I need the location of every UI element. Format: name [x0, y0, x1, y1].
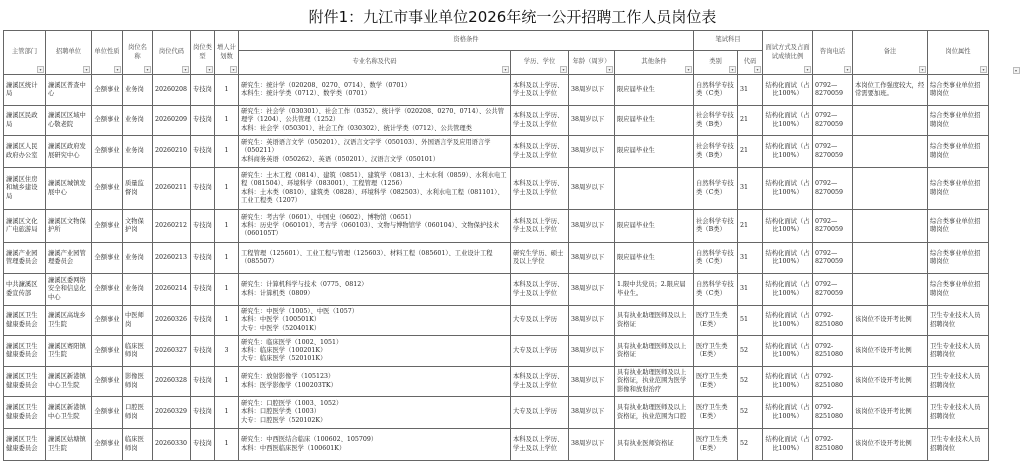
- cell-post-name: 质量监督岗: [123, 168, 153, 210]
- filter-dropdown[interactable]: ▾: [804, 66, 811, 73]
- table-row: [4, 75, 1021, 106]
- cell-phone: 0792—8270059: [813, 210, 853, 243]
- cell-remark: [853, 210, 928, 243]
- cell-remark: 该岗位不设开考比例: [853, 397, 928, 429]
- major-line: 研究生：统计学（020208、0270、0714）、数学（0701）: [241, 81, 411, 89]
- filter-dropdown[interactable]: ▾: [182, 66, 189, 73]
- empty-cell: [989, 136, 1021, 168]
- cell-exam-code: 51: [738, 306, 763, 336]
- table-row: [4, 243, 1021, 274]
- cell-other: 具有执业助理医师及以上资格证，执业范围为口腔: [615, 397, 694, 429]
- header-qualifications: 资格条件: [239, 31, 694, 51]
- cell-exam-code: 31: [738, 243, 763, 274]
- major-line: 研究生：放射影像学（105123）: [241, 373, 335, 381]
- cell-major: [239, 210, 511, 243]
- cell-post-name: 业务岗: [123, 274, 153, 306]
- filter-dropdown[interactable]: ▾: [83, 66, 90, 73]
- major-line: 本科：社会学（050301）、社会工作（030302）、统计学类（0712）、公共管理类: [241, 124, 472, 132]
- cell-education: 大专及以上学历: [511, 336, 569, 367]
- cell-unit: 濂溪区政府发展研究中心: [46, 136, 92, 168]
- header-exam-category: 类别 ▾: [694, 51, 738, 75]
- cell-major: [239, 106, 511, 136]
- cell-other: 限应届毕业生: [615, 243, 694, 274]
- cell-post-code: 20260213: [153, 243, 191, 274]
- cell-age: 38周岁以下: [569, 367, 615, 397]
- cell-phone: 0792-8251080: [813, 429, 853, 461]
- header-exam: 笔试科目: [694, 31, 763, 51]
- cell-phone: 0792-8251080: [813, 397, 853, 429]
- cell-nature: 全额事业: [92, 106, 123, 136]
- cell-exam-code: 21: [738, 136, 763, 168]
- cell-post-type: 专技岗: [191, 429, 215, 461]
- major-line: 研究生：土木工程（0814）、建筑（0851）、建筑学（0813）、土木水利（0859）、水利水电工程（081504）、环境科学（083001）、工程管理（1256）: [241, 172, 507, 188]
- cell-dept: 濂溪区卫生健康委员会: [4, 429, 46, 461]
- filter-dropdown[interactable]: ▾: [1013, 67, 1020, 74]
- cell-plan: 1: [215, 306, 239, 336]
- cell-plan: 1: [215, 429, 239, 461]
- cell-post-name: 业务岗: [123, 75, 153, 106]
- cell-other: 限应届毕业生: [615, 210, 694, 243]
- cell-post-type: 专技岗: [191, 210, 215, 243]
- cell-attribute: 卫生专业技术人员招聘岗位: [928, 336, 989, 367]
- cell-dept: 濂溪区住房和城乡建设局: [4, 168, 46, 210]
- cell-post-type: 专技岗: [191, 367, 215, 397]
- header-post-code: 岗位代码 ▾: [153, 31, 191, 75]
- cell-major: [239, 243, 511, 274]
- cell-dept: 濂溪区卫生健康委员会: [4, 367, 46, 397]
- table-row: [4, 106, 1021, 136]
- major-line: 本科商务英语（050262）、英语（050201）、汉语言文学（050101）: [241, 155, 440, 163]
- cell-phone: 0792—8270059: [813, 75, 853, 106]
- cell-dept: 濂溪产业园管理委员会: [4, 243, 46, 274]
- cell-post-name: 口腔医师岗: [123, 397, 153, 429]
- cell-exam-code: 21: [738, 106, 763, 136]
- table-row: [4, 168, 1021, 210]
- cell-attribute: 综合类事业单位招聘岗位: [928, 106, 989, 136]
- cell-post-code: 20260210: [153, 136, 191, 168]
- cell-age: 38周岁以下: [569, 429, 615, 461]
- cell-unit: 濂溪区高垅乡卫生院: [46, 306, 92, 336]
- cell-post-type: 专技岗: [191, 274, 215, 306]
- header-phone: 咨询电话 ▾: [813, 31, 853, 75]
- cell-plan: 1: [215, 274, 239, 306]
- cell-other: [615, 168, 694, 210]
- cell-post-type: 专技岗: [191, 106, 215, 136]
- cell-other: 限应届毕业生: [615, 106, 694, 136]
- cell-unit: 濂溪区城镇发展中心: [46, 168, 92, 210]
- cell-plan: 1: [215, 367, 239, 397]
- major-line: 本科：中医学（100501K）: [241, 316, 321, 324]
- cell-phone: 0792-8251080: [813, 367, 853, 397]
- filter-dropdown[interactable]: ▾: [560, 66, 567, 73]
- cell-dept: 中共濂溪区委宣传部: [4, 274, 46, 306]
- empty-cell: [989, 397, 1021, 429]
- cell-exam-category: 医疗卫生类（E类）: [694, 306, 738, 336]
- header-remark: 备注 ▾: [853, 31, 928, 75]
- cell-post-name: 中医师岗: [123, 306, 153, 336]
- cell-other: 具有执业助理医师及以上资格证，执业范围为医学影像和放射治疗: [615, 367, 694, 397]
- cell-phone: 0792-8251080: [813, 306, 853, 336]
- empty-cell: [989, 106, 1021, 136]
- cell-interview: 结构化面试（占比100%）: [763, 168, 813, 210]
- cell-nature: 全额事业: [92, 75, 123, 106]
- cell-interview: 结构化面试（占比100%）: [763, 106, 813, 136]
- cell-nature: 全额事业: [92, 429, 123, 461]
- cell-exam-category: 自然科学专技类（C类）: [694, 243, 738, 274]
- cell-education: 本科及以上学历、学士及以上学位: [511, 367, 569, 397]
- empty-cell: [989, 168, 1021, 210]
- header-other: 其他条件 ▾: [615, 51, 694, 75]
- cell-post-code: 20260211: [153, 168, 191, 210]
- cell-nature: 全额事业: [92, 367, 123, 397]
- cell-unit: 濂溪区区域中心敬老院: [46, 106, 92, 136]
- header-empty: [989, 31, 1021, 75]
- cell-nature: 全额事业: [92, 210, 123, 243]
- cell-unit: 濂溪区新港镇中心卫生院: [46, 367, 92, 397]
- cell-exam-category: 社会科学专技类（B类）: [694, 136, 738, 168]
- cell-age: 38周岁以下: [569, 274, 615, 306]
- cell-phone: 0792-8251080: [813, 336, 853, 367]
- cell-major: [239, 397, 511, 429]
- cell-interview: 结构化面试（占比100%）: [763, 136, 813, 168]
- cell-interview: 结构化面试（占比100%）: [763, 336, 813, 367]
- cell-plan: 1: [215, 210, 239, 243]
- cell-major: [239, 336, 511, 367]
- filter-dropdown[interactable]: ▾: [729, 66, 736, 73]
- cell-post-code: 20260327: [153, 336, 191, 367]
- cell-unit: 濂溪区委网络安全和信息化中心: [46, 274, 92, 306]
- cell-interview: 结构化面试（占比100%）: [763, 75, 813, 106]
- cell-major: [239, 168, 511, 210]
- major-line: 本科：口腔医学类（1003）: [241, 408, 320, 416]
- empty-cell: [989, 210, 1021, 243]
- filter-dropdown[interactable]: ▾: [37, 66, 44, 73]
- empty-cell: [989, 75, 1021, 106]
- cell-dept: 濂溪区统计局: [4, 75, 46, 106]
- major-line: 工程管理（125601）、工业工程与管理（125603）、材料工程（085601）、工业设计工程（085507）: [241, 249, 493, 265]
- cell-other: 限应届毕业生: [615, 136, 694, 168]
- filter-dropdown[interactable]: ▾: [685, 66, 692, 73]
- cell-exam-code: 52: [738, 397, 763, 429]
- cell-exam-category: 自然科学专技类（C类）: [694, 168, 738, 210]
- cell-plan: 1: [215, 75, 239, 106]
- cell-exam-category: 医疗卫生类（E类）: [694, 367, 738, 397]
- cell-exam-category: 社会科学专技类（B类）: [694, 106, 738, 136]
- cell-post-code: 20260330: [153, 429, 191, 461]
- filter-dropdown[interactable]: ▾: [980, 66, 987, 73]
- major-line: 本科：医学影像学（100203TK）: [241, 381, 337, 389]
- cell-phone: 0792—8270059: [813, 136, 853, 168]
- table-row: [4, 210, 1021, 243]
- cell-remark: 该岗位不设开考比例: [853, 429, 928, 461]
- cell-post-name: 临床医师岗: [123, 429, 153, 461]
- major-line: 研究生：社会学（030301）、社会工作（0352）、统计学（020208、0270、0714）、公共管理学（1204）、公共管理（1252）: [241, 108, 505, 124]
- table-row: [4, 136, 1021, 168]
- cell-unit: 濂溪产业园管理委员会: [46, 243, 92, 274]
- cell-interview: 结构化面试（占比100%）: [763, 367, 813, 397]
- filter-dropdown[interactable]: ▾: [114, 66, 121, 73]
- cell-unit: 濂溪区文物保护所: [46, 210, 92, 243]
- cell-major: [239, 306, 511, 336]
- header-dept: 主管部门 ▾: [4, 31, 46, 75]
- cell-other: 具有执业医师资格证: [615, 429, 694, 461]
- cell-attribute: 综合类事业单位招聘岗位: [928, 243, 989, 274]
- cell-post-code: 20260208: [153, 75, 191, 106]
- major-line: 本科：临床医学（100201K）: [241, 346, 327, 354]
- cell-education: 本科及以上学历、学士及以上学位: [511, 136, 569, 168]
- cell-remark: [853, 106, 928, 136]
- cell-age: 38周岁以下: [569, 397, 615, 429]
- cell-exam-category: 医疗卫生类（E类）: [694, 397, 738, 429]
- cell-exam-category: 社会科学专技类（B类）: [694, 210, 738, 243]
- cell-interview: 结构化面试（占比100%）: [763, 306, 813, 336]
- cell-education: 本科及以上学历、学士及以上学位: [511, 274, 569, 306]
- positions-table: [3, 30, 1021, 461]
- empty-cell: [989, 306, 1021, 336]
- cell-age: 38周岁以下: [569, 336, 615, 367]
- major-line: 大专：口腔医学（520102K）: [241, 416, 327, 424]
- cell-post-code: 20260209: [153, 106, 191, 136]
- cell-post-name: 业务岗: [123, 106, 153, 136]
- cell-exam-category: 医疗卫生类（E类）: [694, 429, 738, 461]
- major-line: 研究生：中医学（1005）、中医（1057）: [241, 308, 359, 316]
- major-line: 本科：中西医临床医学（100601K）: [241, 444, 346, 452]
- filter-dropdown[interactable]: ▾: [230, 66, 237, 73]
- filter-dropdown[interactable]: ▾: [844, 66, 851, 73]
- cell-phone: 0792—8270059: [813, 168, 853, 210]
- cell-other: 具有执业助理医师及以上资格证: [615, 336, 694, 367]
- cell-major: [239, 429, 511, 461]
- cell-post-name: 影像医师岗: [123, 367, 153, 397]
- filter-dropdown[interactable]: ▾: [754, 66, 761, 73]
- major-line: 本科生：统计学类（0712）、数学类（0701）: [241, 90, 371, 97]
- cell-exam-category: 医疗卫生类（E类）: [694, 336, 738, 367]
- cell-post-name: 业务岗: [123, 243, 153, 274]
- empty-cell: [989, 367, 1021, 397]
- header-interview: 面试方式及占面试成绩比例 ▾: [763, 31, 813, 75]
- cell-exam-category: 自然科学专技类（C类）: [694, 75, 738, 106]
- cell-plan: 1: [215, 397, 239, 429]
- cell-post-code: 20260214: [153, 274, 191, 306]
- cell-unit: 濂溪区赛阳镇卫生院: [46, 336, 92, 367]
- cell-remark: 本岗位工作强度较大，经常需要加班。: [853, 75, 928, 106]
- cell-post-code: 20260328: [153, 367, 191, 397]
- cell-interview: 结构化面试（占比100%）: [763, 243, 813, 274]
- cell-phone: 0792—8270059: [813, 243, 853, 274]
- cell-attribute: 卫生专业技术人员招聘岗位: [928, 429, 989, 461]
- header-age: 年龄（周岁） ▾: [569, 51, 615, 75]
- cell-dept: 濂溪区人民政府办公室: [4, 136, 46, 168]
- empty-cell: [989, 429, 1021, 461]
- cell-age: 38周岁以下: [569, 306, 615, 336]
- cell-age: 38周岁以下: [569, 106, 615, 136]
- cell-nature: 全额事业: [92, 136, 123, 168]
- header-unit: 招聘单位 ▾: [46, 31, 92, 75]
- cell-attribute: 综合类事业单位招聘岗位: [928, 136, 989, 168]
- table-row: [4, 336, 1021, 367]
- cell-plan: 1: [215, 106, 239, 136]
- cell-phone: 0792—8270059: [813, 106, 853, 136]
- header-post-type: 岗位类型 ▾: [191, 31, 215, 75]
- major-line: 本科：土木类（0810）、建筑类（0828）、环境科学（082503）、水利水电工程（081101）、工业工程类（1207）: [241, 188, 504, 204]
- table-body: [4, 75, 1021, 461]
- cell-nature: 全额事业: [92, 274, 123, 306]
- cell-dept: 濂溪区文化广电旅游局: [4, 210, 46, 243]
- cell-exam-code: 52: [738, 367, 763, 397]
- empty-cell: [989, 243, 1021, 274]
- cell-education: 本科及以上学历、学士及以上学位: [511, 168, 569, 210]
- cell-attribute: 卫生专业技术人员招聘岗位: [928, 306, 989, 336]
- cell-attribute: 综合类事业单位招聘岗位: [928, 210, 989, 243]
- cell-attribute: 综合类事业单位招聘岗位: [928, 75, 989, 106]
- empty-cell: [989, 274, 1021, 306]
- cell-major: [239, 274, 511, 306]
- cell-interview: 结构化面试（占比100%）: [763, 429, 813, 461]
- cell-exam-code: 31: [738, 168, 763, 210]
- cell-post-code: 20260329: [153, 397, 191, 429]
- cell-unit: 濂溪区普查中心: [46, 75, 92, 106]
- cell-post-type: 专技岗: [191, 136, 215, 168]
- table-row: [4, 367, 1021, 397]
- major-line: 研究生：计算机科学与技术（0775、0812）: [241, 281, 368, 289]
- cell-attribute: 卫生专业技术人员招聘岗位: [928, 397, 989, 429]
- major-line: 研究生：口腔医学（1003、1052）: [241, 400, 343, 408]
- cell-exam-category: 自然科学专技类（C类）: [694, 274, 738, 306]
- cell-post-code: 20260326: [153, 306, 191, 336]
- cell-major: [239, 136, 511, 168]
- cell-dept: 濂溪区民政局: [4, 106, 46, 136]
- cell-exam-code: 31: [738, 75, 763, 106]
- header-major: 专业名称及代码 ▾: [239, 51, 511, 75]
- cell-post-type: 专技岗: [191, 397, 215, 429]
- filter-dropdown[interactable]: ▾: [502, 66, 509, 73]
- cell-post-type: 专技岗: [191, 336, 215, 367]
- cell-age: 38周岁以下: [569, 136, 615, 168]
- cell-education: 大专及以上学历: [511, 397, 569, 429]
- cell-exam-code: 52: [738, 429, 763, 461]
- major-line: 研究生：考古学（0601）、中国史（0602）、博物馆（0651）: [241, 213, 416, 221]
- major-line: 研究生：英语语言文学（050201）、汉语言文字学（050103）、外国语言学及应用语言学（050211）: [241, 139, 491, 155]
- cell-other: 限应届毕业生: [615, 75, 694, 106]
- header-plan: 增人计划数 ▾: [215, 31, 239, 75]
- cell-attribute: 综合类事业单位招聘岗位: [928, 168, 989, 210]
- cell-post-code: 20260212: [153, 210, 191, 243]
- cell-remark: 该岗位不设开考比例: [853, 306, 928, 336]
- filter-dropdown[interactable]: ▾: [206, 66, 213, 73]
- cell-nature: 全额事业: [92, 336, 123, 367]
- cell-remark: 该岗位不设开考比例: [853, 336, 928, 367]
- major-line: 本科：计算机类（0809）: [241, 289, 314, 297]
- page-title: 附件1：九江市事业单位2026年统一公开招聘工作人员岗位表: [308, 8, 717, 26]
- cell-nature: 全额事业: [92, 243, 123, 274]
- cell-remark: [853, 168, 928, 210]
- cell-remark: [853, 243, 928, 274]
- cell-education: 大专及以上学历: [511, 306, 569, 336]
- cell-nature: 全额事业: [92, 168, 123, 210]
- empty-cell: [989, 336, 1021, 367]
- cell-interview: 结构化面试（占比100%）: [763, 210, 813, 243]
- cell-phone: 0792—8270059: [813, 274, 853, 306]
- cell-post-name: 临床医师岗: [123, 336, 153, 367]
- cell-unit: 濂溪区新港镇中心卫生院: [46, 397, 92, 429]
- table-row: [4, 397, 1021, 429]
- cell-post-type: 专技岗: [191, 75, 215, 106]
- header-post-name: 岗位名称 ▾: [123, 31, 153, 75]
- header-nature: 单位性质 ▾: [92, 31, 123, 75]
- table-row: [4, 429, 1021, 461]
- cell-other: 1.限中共党员；2.限应届毕业生。: [615, 274, 694, 306]
- cell-nature: 全额事业: [92, 306, 123, 336]
- major-line: 本科：历史学（060101）、考古学（060103）、文物与博物馆学（060104）、文物保护技术（060105T）: [241, 221, 499, 238]
- cell-remark: 该岗位不设开考比例: [853, 367, 928, 397]
- header-exam-code: 代码 ▾: [738, 51, 763, 75]
- header-education: 学历、学位 ▾: [511, 51, 569, 75]
- major-line: 研究生：中西医结合临床（100602、105709）: [241, 436, 378, 444]
- cell-post-type: 专技岗: [191, 306, 215, 336]
- cell-attribute: 综合类事业单位招聘岗位: [928, 274, 989, 306]
- cell-plan: 1: [215, 243, 239, 274]
- table-row: [4, 306, 1021, 336]
- cell-education: 本科及以上学历、学士及以上学位: [511, 106, 569, 136]
- filter-dropdown[interactable]: ▾: [919, 66, 926, 73]
- filter-dropdown[interactable]: ▾: [144, 66, 151, 73]
- cell-dept: 濂溪区卫生健康委员会: [4, 397, 46, 429]
- cell-age: 38周岁以下: [569, 243, 615, 274]
- cell-age: 38周岁以下: [569, 75, 615, 106]
- cell-age: 38周岁以下: [569, 168, 615, 210]
- cell-plan: 3: [215, 336, 239, 367]
- cell-major: [239, 75, 511, 106]
- cell-exam-code: 52: [738, 336, 763, 367]
- cell-major: [239, 367, 511, 397]
- cell-post-name: 文物保护岗: [123, 210, 153, 243]
- cell-remark: [853, 136, 928, 168]
- cell-unit: 濂溪区姑塘镇卫生院: [46, 429, 92, 461]
- cell-plan: 1: [215, 136, 239, 168]
- cell-dept: 濂溪区卫生健康委员会: [4, 336, 46, 367]
- cell-plan: 1: [215, 168, 239, 210]
- cell-post-type: 专技岗: [191, 243, 215, 274]
- cell-nature: 全额事业: [92, 397, 123, 429]
- cell-interview: 结构化面试（占比100%）: [763, 397, 813, 429]
- cell-attribute: 卫生专业技术人员招聘岗位: [928, 367, 989, 397]
- major-line: 研究生：临床医学（1002、1051）: [241, 338, 343, 346]
- cell-post-type: 专技岗: [191, 168, 215, 210]
- cell-education: 本科及以上学历、学士及以上学位: [511, 75, 569, 106]
- filter-dropdown[interactable]: ▾: [606, 66, 613, 73]
- cell-interview: 结构化面试（占比100%）: [763, 274, 813, 306]
- cell-education: 本科及以上学历、学士及以上学位: [511, 429, 569, 461]
- cell-age: 38周岁以下: [569, 210, 615, 243]
- major-line: 大专：临床医学（520101K）: [241, 355, 327, 363]
- cell-remark: [853, 274, 928, 306]
- cell-other: 具有执业助理医师及以上资格证: [615, 306, 694, 336]
- header-attribute: 岗位属性 ▾: [928, 31, 989, 75]
- cell-education: 本科及以上学历、学士及以上学位: [511, 210, 569, 243]
- cell-education: 研究生学历、硕士及以上学位: [511, 243, 569, 274]
- table-row: [4, 274, 1021, 306]
- cell-dept: 濂溪区卫生健康委员会: [4, 306, 46, 336]
- cell-exam-code: 21: [738, 210, 763, 243]
- cell-exam-code: 31: [738, 274, 763, 306]
- major-line: 大专：中医学（520401K）: [241, 324, 321, 332]
- cell-post-name: 业务岗: [123, 136, 153, 168]
